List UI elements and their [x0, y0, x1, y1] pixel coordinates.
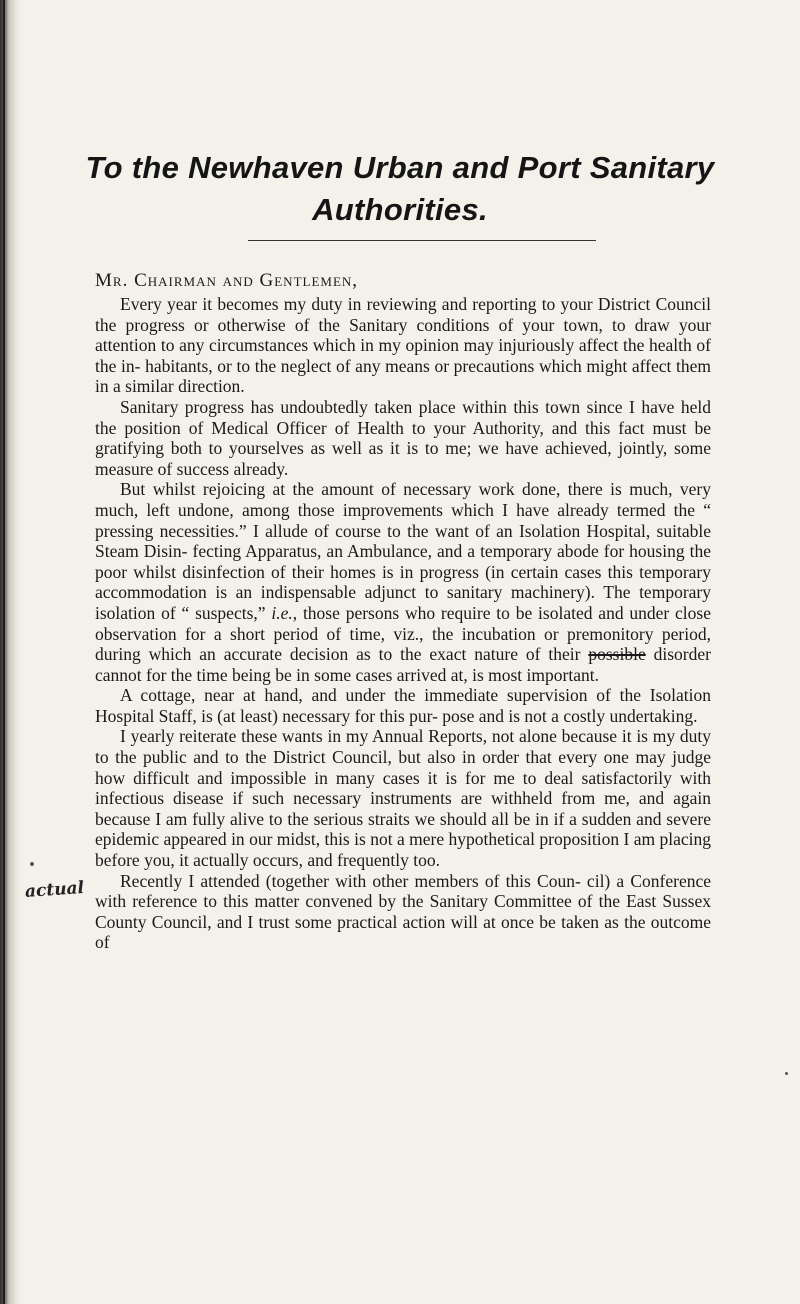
letter-body: [95, 294, 711, 953]
paragraph-3-part-2: , those persons who require to be isolated and under close observation for a short period of time, viz., the incubation or premonitory period, during which an accurate decision as to the exact nature of their: [95, 602, 711, 665]
title-rule-divider: [248, 240, 596, 241]
paragraph-3-part-1: But whilst rejoicing at the amount of necessary work done, there is much, very much, left undone, among those improvements which I have already termed the “ pressing necessities.” I allude of course to the want of an Isolation Hospital, suitable Steam Disin- fecting Apparatus, an Ambulance, and a temporary abode for housing the poor whilst disinfection of their homes is in progress (in certain cases this temporary accommodation is an indispensable adjunct to sanitary machinery). The temporary isolation of “ suspects,”: [95, 479, 711, 623]
page-title-line-2: Authorities.: [312, 192, 488, 227]
salutation-text: Mr. Chairman and Gentlemen,: [95, 270, 359, 291]
paragraph-6: Recently I attended (together with other members of this Coun- cil) a Conference with reference to this matter convened by the Sanitary Committee of the East Sussex County Council, and I trust some practical action will at once be taken as the outcome of: [95, 870, 711, 953]
paragraph-3-part-3: disorder cannot for the time being be in some cases arrived at, is most important.: [95, 644, 711, 685]
paragraph-1: Every year it becomes my duty in reviewing and reporting to your District Council the progress or otherwise of the Sanitary conditions of your town, to draw your attention to any circumstances which in my opinion may injuriously affect the health of the in- habitants, or to the neglect of any means or precautions which might affect them in a similar direction.: [95, 294, 711, 397]
paragraph-3: [95, 479, 711, 685]
page-title-line-1: To the Newhaven Urban and Port Sanitary: [85, 150, 715, 185]
struck-word: possible: [588, 644, 646, 665]
paragraph-5: I yearly reiterate these wants in my Annual Reports, not alone because it is my duty to the public and to the District Council, but also in order that every one may judge how difficult and impossible in many cases it is for me to deal satisfactorily with infectious disease if such necessary instruments are withheld from me, and again because I am fully alive to the serious straits we should all be in if a sudden and severe epidemic appeared in our midst, this is not a mere hypothetical proposition I am placing before you, it actually occurs, and frequently too.: [95, 726, 711, 871]
paragraph-2: Sanitary progress has undoubtedly taken place within this town since I have held the position of Medical Officer of Health to your Authority, and this fact must be gratifying both to yourselves as well as it is to me; we have achieved, jointly, some measure of success already.: [95, 396, 711, 479]
handwritten-margin-note: actual: [24, 877, 85, 903]
ink-speck: [785, 1072, 788, 1075]
paragraph-4: A cottage, near at hand, and under the immediate supervision of the Isolation Hospital Staff, is (at least) necessary for this pur- pose and is not a costly undertaking.: [95, 685, 711, 726]
ink-speck: [30, 862, 34, 866]
ie-abbreviation: i.e.: [271, 602, 293, 623]
salutation: [95, 270, 358, 292]
